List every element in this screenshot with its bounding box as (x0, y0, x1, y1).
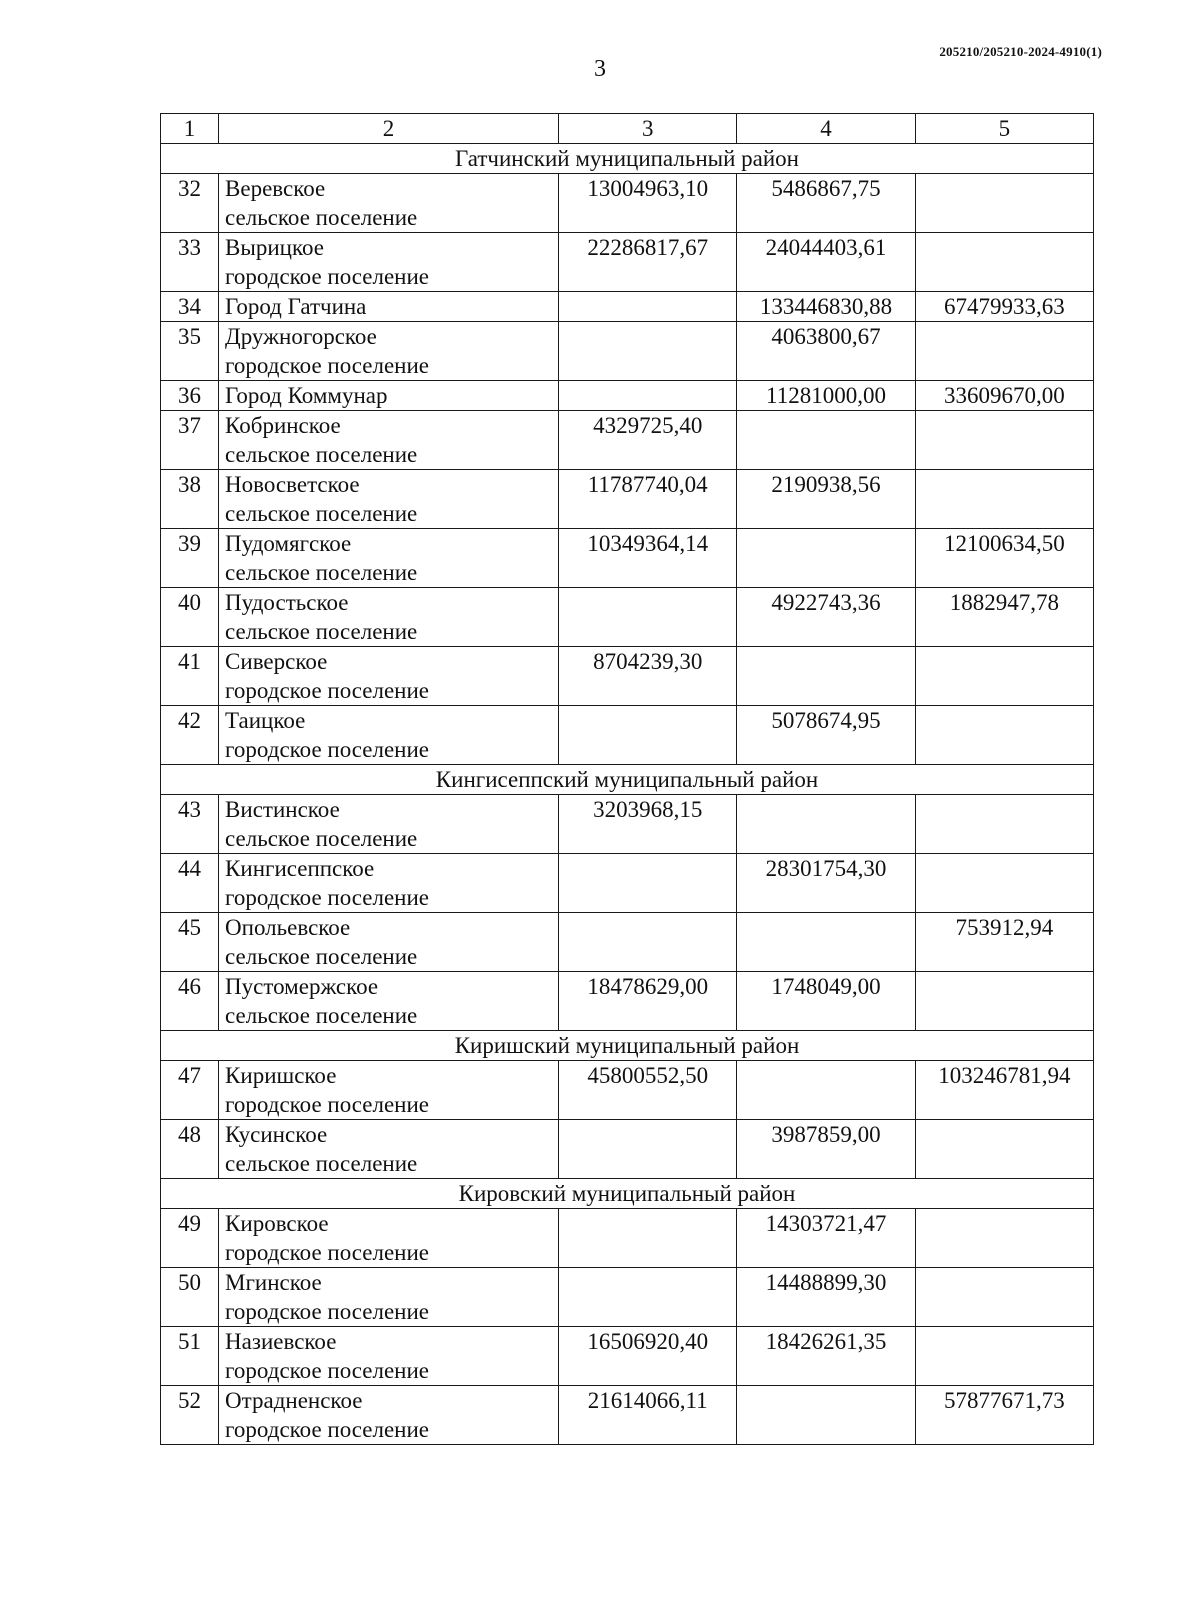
table-row (161, 529, 1094, 588)
amount-cell-c5 (915, 411, 1093, 470)
row-number: 36 (161, 381, 219, 411)
amount-cell-c3 (559, 706, 737, 765)
table-row (161, 588, 1094, 647)
table-row (161, 411, 1094, 470)
settlement-name: Город Гатчина (225, 294, 367, 319)
document-id: 205210/205210-2024-4910(1) (939, 44, 1102, 59)
amount-cell-c5 (915, 1209, 1093, 1268)
settlement-name: Новосветское (225, 472, 360, 497)
table-row (161, 174, 1094, 233)
amount-cell-c5: 753912,94 (915, 913, 1093, 972)
table-row (161, 1120, 1094, 1179)
table-row (161, 381, 1094, 411)
row-number: 50 (161, 1268, 219, 1327)
row-number: 43 (161, 795, 219, 854)
row-number: 44 (161, 854, 219, 913)
settlement-name: Вырицкое (225, 235, 324, 260)
amount-cell-c3 (559, 1209, 737, 1268)
amount-cell-c3 (559, 913, 737, 972)
row-number: 33 (161, 233, 219, 292)
settlement-name: Веревское (225, 176, 326, 201)
settlement-name-cell (219, 1268, 559, 1327)
settlement-name: Вистинское (225, 797, 340, 822)
settlement-name-cell (219, 647, 559, 706)
amount-cell-c4: 3987859,00 (737, 1120, 915, 1179)
amount-cell-c5 (915, 706, 1093, 765)
table-row (161, 706, 1094, 765)
row-number: 52 (161, 1386, 219, 1445)
amount-cell-c3 (559, 854, 737, 913)
amount-cell-c3: 13004963,10 (559, 174, 737, 233)
column-header: 2 (219, 114, 559, 144)
amount-cell-c4 (737, 529, 915, 588)
settlement-name-cell (219, 972, 559, 1031)
settlement-name-cell (219, 795, 559, 854)
settlement-name: Сиверское (225, 649, 328, 674)
settlement-name-cell (219, 322, 559, 381)
allocation-table (160, 113, 1094, 1445)
amount-cell-c4 (737, 913, 915, 972)
row-number: 37 (161, 411, 219, 470)
amount-cell-c3: 18478629,00 (559, 972, 737, 1031)
amount-cell-c5 (915, 1268, 1093, 1327)
row-number: 45 (161, 913, 219, 972)
column-header-row (161, 114, 1094, 144)
amount-cell-c4: 28301754,30 (737, 854, 915, 913)
settlement-name-cell (219, 1209, 559, 1268)
amount-cell-c3 (559, 588, 737, 647)
amount-cell-c3 (559, 1268, 737, 1327)
amount-cell-c5: 57877671,73 (915, 1386, 1093, 1445)
settlement-name-cell (219, 233, 559, 292)
table-row (161, 233, 1094, 292)
settlement-name-cell (219, 913, 559, 972)
table-row (161, 1386, 1094, 1445)
amount-cell-c4: 14303721,47 (737, 1209, 915, 1268)
table-row (161, 647, 1094, 706)
settlement-type: городское поселение (225, 737, 429, 762)
settlement-name-cell (219, 706, 559, 765)
table-row (161, 292, 1094, 322)
settlement-type: городское поселение (225, 1092, 429, 1117)
table-row (161, 1209, 1094, 1268)
settlement-name-cell (219, 529, 559, 588)
settlement-name: Отрадненское (225, 1388, 363, 1413)
column-header: 4 (737, 114, 915, 144)
section-title: Киришский муниципальный район (161, 1031, 1094, 1061)
settlement-type: сельское поселение (225, 501, 418, 526)
amount-cell-c5 (915, 647, 1093, 706)
amount-cell-c3: 8704239,30 (559, 647, 737, 706)
settlement-type: сельское поселение (225, 442, 418, 467)
column-header: 5 (915, 114, 1093, 144)
settlement-name: Киришское (225, 1063, 337, 1088)
settlement-name: Город Коммунар (225, 383, 388, 408)
settlement-name-cell (219, 1327, 559, 1386)
amount-cell-c5 (915, 470, 1093, 529)
amount-cell-c4: 2190938,56 (737, 470, 915, 529)
amount-cell-c4: 5486867,75 (737, 174, 915, 233)
amount-cell-c4: 5078674,95 (737, 706, 915, 765)
amount-cell-c5: 103246781,94 (915, 1061, 1093, 1120)
settlement-name: Пудомягское (225, 531, 352, 556)
section-title: Кировский муниципальный район (161, 1179, 1094, 1209)
amount-cell-c4 (737, 1386, 915, 1445)
column-header: 3 (559, 114, 737, 144)
amount-cell-c3 (559, 381, 737, 411)
row-number: 39 (161, 529, 219, 588)
table-row (161, 1061, 1094, 1120)
row-number: 47 (161, 1061, 219, 1120)
table-row (161, 913, 1094, 972)
amount-cell-c5: 12100634,50 (915, 529, 1093, 588)
settlement-name: Мгинское (225, 1270, 322, 1295)
settlement-type: городское поселение (225, 1299, 429, 1324)
settlement-type: сельское поселение (225, 619, 418, 644)
table-row (161, 854, 1094, 913)
settlement-type: городское поселение (225, 678, 429, 703)
settlement-type: городское поселение (225, 885, 429, 910)
amount-cell-c4: 4063800,67 (737, 322, 915, 381)
amount-cell-c5 (915, 972, 1093, 1031)
settlement-name: Кировское (225, 1211, 329, 1236)
settlement-type: сельское поселение (225, 1003, 418, 1028)
settlement-name: Кобринское (225, 413, 341, 438)
settlement-name-cell (219, 854, 559, 913)
row-number: 46 (161, 972, 219, 1031)
column-header: 1 (161, 114, 219, 144)
section-row (161, 1031, 1094, 1061)
amount-cell-c3: 10349364,14 (559, 529, 737, 588)
settlement-name: Назиевское (225, 1329, 337, 1354)
section-title: Гатчинский муниципальный район (161, 144, 1094, 174)
settlement-type: сельское поселение (225, 1151, 418, 1176)
amount-cell-c5 (915, 1327, 1093, 1386)
amount-cell-c3 (559, 322, 737, 381)
settlement-name: Кингисеппское (225, 856, 375, 881)
amount-cell-c4: 24044403,61 (737, 233, 915, 292)
table-row (161, 795, 1094, 854)
page-number: 3 (594, 56, 606, 82)
settlement-name: Таицкое (225, 708, 306, 733)
settlement-name-cell (219, 1386, 559, 1445)
settlement-name: Пустомержское (225, 974, 379, 999)
settlement-name: Опольевское (225, 915, 351, 940)
section-row (161, 1179, 1094, 1209)
row-number: 32 (161, 174, 219, 233)
amount-cell-c3 (559, 292, 737, 322)
settlement-name-cell (219, 411, 559, 470)
table-row (161, 322, 1094, 381)
amount-cell-c3: 3203968,15 (559, 795, 737, 854)
settlement-type: сельское поселение (225, 826, 418, 851)
settlement-type: городское поселение (225, 264, 429, 289)
amount-cell-c5 (915, 174, 1093, 233)
amount-cell-c3: 16506920,40 (559, 1327, 737, 1386)
amount-cell-c4: 1748049,00 (737, 972, 915, 1031)
amount-cell-c3: 22286817,67 (559, 233, 737, 292)
amount-cell-c5: 1882947,78 (915, 588, 1093, 647)
settlement-type: городское поселение (225, 1358, 429, 1383)
amount-cell-c4: 133446830,88 (737, 292, 915, 322)
row-number: 42 (161, 706, 219, 765)
amount-cell-c5 (915, 795, 1093, 854)
amount-cell-c3: 11787740,04 (559, 470, 737, 529)
table-row (161, 1327, 1094, 1386)
amount-cell-c4 (737, 795, 915, 854)
amount-cell-c4 (737, 1061, 915, 1120)
amount-cell-c4: 18426261,35 (737, 1327, 915, 1386)
settlement-name: Кусинское (225, 1122, 328, 1147)
amount-cell-c5: 67479933,63 (915, 292, 1093, 322)
row-number: 34 (161, 292, 219, 322)
amount-cell-c4 (737, 411, 915, 470)
amount-cell-c3 (559, 1120, 737, 1179)
amount-cell-c5 (915, 1120, 1093, 1179)
row-number: 49 (161, 1209, 219, 1268)
amount-cell-c3: 4329725,40 (559, 411, 737, 470)
amount-cell-c3: 45800552,50 (559, 1061, 737, 1120)
amount-cell-c5 (915, 322, 1093, 381)
section-title: Кингисеппский муниципальный район (161, 765, 1094, 795)
amount-cell-c3: 21614066,11 (559, 1386, 737, 1445)
settlement-type: сельское поселение (225, 560, 418, 585)
section-row (161, 765, 1094, 795)
settlement-type: городское поселение (225, 1417, 429, 1442)
settlement-name-cell (219, 1061, 559, 1120)
settlement-name-cell (219, 292, 559, 322)
table-row (161, 470, 1094, 529)
amount-cell-c4: 4922743,36 (737, 588, 915, 647)
section-row (161, 144, 1094, 174)
row-number: 48 (161, 1120, 219, 1179)
amount-cell-c5 (915, 854, 1093, 913)
amount-cell-c5: 33609670,00 (915, 381, 1093, 411)
settlement-type: сельское поселение (225, 944, 418, 969)
settlement-type: городское поселение (225, 1240, 429, 1265)
amount-cell-c4: 14488899,30 (737, 1268, 915, 1327)
settlement-name: Дружногорское (225, 324, 377, 349)
row-number: 38 (161, 470, 219, 529)
settlement-name-cell (219, 588, 559, 647)
table-row (161, 1268, 1094, 1327)
amount-cell-c4 (737, 647, 915, 706)
settlement-name-cell (219, 1120, 559, 1179)
row-number: 51 (161, 1327, 219, 1386)
settlement-type: городское поселение (225, 353, 429, 378)
row-number: 35 (161, 322, 219, 381)
amount-cell-c5 (915, 233, 1093, 292)
row-number: 41 (161, 647, 219, 706)
row-number: 40 (161, 588, 219, 647)
settlement-name-cell (219, 470, 559, 529)
settlement-name: Пудостьское (225, 590, 349, 615)
amount-cell-c4: 11281000,00 (737, 381, 915, 411)
settlement-name-cell (219, 381, 559, 411)
settlement-type: сельское поселение (225, 205, 418, 230)
settlement-name-cell (219, 174, 559, 233)
table-row (161, 972, 1094, 1031)
